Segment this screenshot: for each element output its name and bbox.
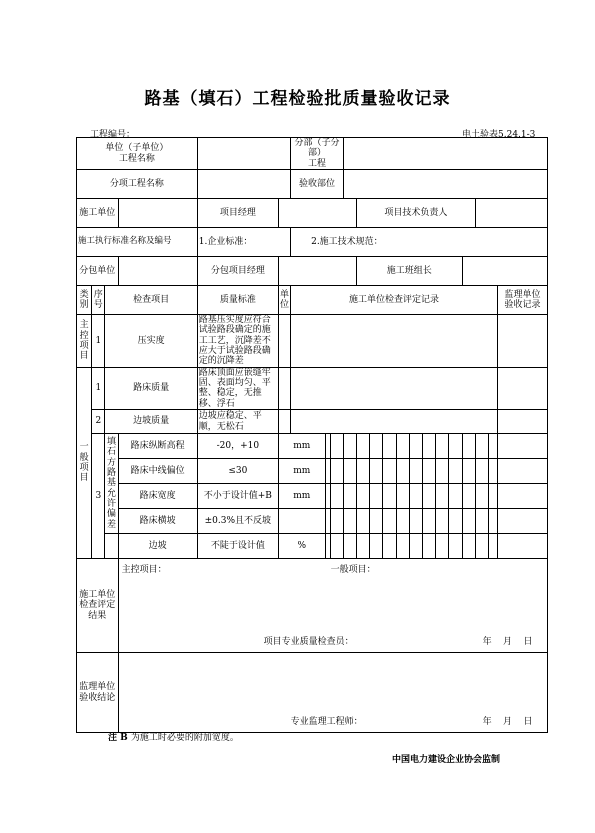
general-standard-2: 边坡应稳定、平顺，无松石	[197, 410, 278, 434]
check-cell[interactable]	[409, 534, 422, 559]
tolerance-standard-1: -20，+10	[197, 434, 278, 459]
tolerance-supervisor-3[interactable]	[498, 484, 548, 509]
check-cell[interactable]	[449, 534, 462, 559]
tolerance-standard-2: ≤30	[197, 459, 278, 484]
check-cell[interactable]	[449, 459, 462, 484]
check-cell[interactable]	[475, 459, 488, 484]
check-cell[interactable]	[436, 484, 449, 509]
main-control-category: 主控项目	[77, 315, 92, 368]
main-control-eval[interactable]	[291, 315, 498, 368]
construction-eval-label: 施工单位检查评定结果	[77, 559, 119, 653]
construction-unit-field[interactable]	[118, 199, 197, 228]
check-cell[interactable]	[409, 484, 422, 509]
check-cell[interactable]	[330, 434, 343, 459]
check-cell[interactable]	[343, 459, 356, 484]
footnote-text: 为施工时必要的附加宽度。	[130, 733, 239, 743]
check-cell[interactable]	[370, 484, 383, 509]
check-cell[interactable]	[343, 434, 356, 459]
unit-name-label: 单位（子单位） 工程名称	[77, 138, 198, 170]
check-cell[interactable]	[383, 509, 396, 534]
main-control-standard: 路基压实度应符合试验路段确定的施工工艺，沉降差不应大于试验路段确定的沉降差	[197, 315, 278, 368]
check-cell[interactable]	[383, 434, 396, 459]
col-category: 类别	[77, 286, 92, 315]
check-cell[interactable]	[330, 509, 343, 534]
subitem-name-label: 分项工程名称	[77, 170, 198, 199]
team-leader-label: 施工班组长	[357, 257, 463, 286]
check-cell[interactable]	[357, 434, 370, 459]
tech-lead-label: 项目技术负责人	[357, 199, 476, 228]
tolerance-supervisor-4[interactable]	[498, 509, 548, 534]
project-no-label: 工程编号：	[90, 130, 136, 140]
main-result-label: 主控项目：	[121, 565, 167, 576]
subcontractor-label: 分包单位	[77, 257, 119, 286]
check-cell[interactable]	[422, 534, 435, 559]
col-supervisor: 监理单位 验收记录	[498, 286, 548, 315]
check-cell[interactable]	[422, 484, 435, 509]
check-cell[interactable]	[475, 534, 488, 559]
tolerance-unit-5: %	[278, 534, 325, 559]
col-seq: 序号	[92, 286, 105, 315]
check-cell[interactable]	[396, 509, 409, 534]
check-cell[interactable]	[396, 434, 409, 459]
check-cell[interactable]	[330, 484, 343, 509]
main-control-item: 压实度	[105, 315, 197, 368]
check-cell[interactable]	[370, 534, 383, 559]
check-cell[interactable]	[436, 534, 449, 559]
enterprise-standard[interactable]: 1.企业标准：	[197, 228, 290, 257]
organization-label: 中国电力建设企业协会监制	[392, 755, 501, 765]
general-supervisor-2[interactable]	[498, 410, 548, 434]
main-control-supervisor[interactable]	[498, 315, 548, 368]
check-cell[interactable]	[422, 434, 435, 459]
subitem-name-field[interactable]	[197, 170, 290, 199]
standard-label: 施工执行标准名称及编号	[77, 228, 198, 257]
supervisor-eval-label: 监理单位验收结论	[77, 653, 119, 733]
check-cell[interactable]	[436, 509, 449, 534]
check-cell[interactable]	[462, 434, 475, 459]
check-cell[interactable]	[396, 459, 409, 484]
tolerance-item-3: 路床宽度	[118, 484, 197, 509]
construction-unit-label: 施工单位	[77, 199, 119, 228]
check-cell[interactable]	[409, 459, 422, 484]
check-cell[interactable]	[343, 534, 356, 559]
page-title: 路基（填石）工程检验批质量验收记录	[144, 89, 451, 109]
sub-pm-label: 分包项目经理	[197, 257, 278, 286]
check-cell[interactable]	[343, 509, 356, 534]
check-cell[interactable]	[449, 509, 462, 534]
main-control-seq: 1	[92, 315, 105, 368]
check-cell[interactable]	[343, 484, 356, 509]
tolerance-item-4: 路床横坡	[118, 509, 197, 534]
tolerance-standard-5: 不陡于设计值	[197, 534, 278, 559]
unit-name-field[interactable]	[197, 138, 290, 170]
check-cell[interactable]	[330, 534, 343, 559]
tolerance-unit-2: mm	[278, 459, 325, 484]
check-cell[interactable]	[370, 459, 383, 484]
tolerance-item-1: 路床纵断高程	[118, 434, 197, 459]
tolerance-supervisor-2[interactable]	[498, 459, 548, 484]
tech-lead-field[interactable]	[475, 199, 547, 228]
footnote-prefix: 注 B	[108, 733, 128, 743]
project-manager-field[interactable]	[278, 199, 356, 228]
tech-spec[interactable]: 2.施工技术规范：	[291, 228, 548, 257]
check-cell[interactable]	[475, 484, 488, 509]
check-cell[interactable]	[396, 484, 409, 509]
check-cell[interactable]	[396, 534, 409, 559]
acceptance-part-field[interactable]	[343, 170, 547, 199]
check-cell[interactable]	[383, 484, 396, 509]
check-cell[interactable]	[409, 509, 422, 534]
footnote	[108, 730, 239, 743]
construction-eval-area[interactable]	[118, 559, 547, 653]
general-result-label: 一般项目：	[330, 565, 376, 576]
project-manager-label: 项目经理	[197, 199, 278, 228]
acceptance-part-label: 验收部位	[291, 170, 344, 199]
tolerance-standard-3: 不小于设计值+B	[197, 484, 278, 509]
team-leader-field[interactable]	[462, 257, 547, 286]
check-cell[interactable]	[475, 434, 488, 459]
form-number: 电土验表5.24.1-3	[462, 130, 536, 140]
tolerance-item-5: 边坡	[118, 534, 197, 559]
col-eval: 施工单位检查评定记录	[291, 286, 498, 315]
check-cell[interactable]	[436, 434, 449, 459]
check-cell[interactable]	[370, 509, 383, 534]
check-cell[interactable]	[436, 459, 449, 484]
tolerance-supervisor-1[interactable]	[498, 434, 548, 459]
supervisor-engineer-label: 专业监理工程师：	[290, 717, 363, 728]
check-cell[interactable]	[422, 509, 435, 534]
general-item-2: 边坡质量	[105, 410, 197, 434]
general-seq-1: 1	[92, 367, 105, 409]
check-cell[interactable]	[383, 459, 396, 484]
check-cell[interactable]	[409, 434, 422, 459]
check-cell[interactable]	[462, 484, 475, 509]
check-cell[interactable]	[462, 534, 475, 559]
general-eval-1[interactable]	[291, 367, 498, 409]
tolerance-unit-1: mm	[278, 434, 325, 459]
check-cell[interactable]	[462, 509, 475, 534]
col-unit: 单位	[278, 286, 290, 315]
general-standard-1: 路床顶面应嵌缝牢固、表面均匀、平整、稳定，无推移、浮石	[197, 367, 278, 409]
tolerance-item-2: 路床中线偏位	[118, 459, 197, 484]
division-field[interactable]	[343, 138, 547, 170]
tolerance-group: 填石方路基允许偏差	[105, 434, 118, 534]
check-cell[interactable]	[370, 434, 383, 459]
check-cell[interactable]	[449, 434, 462, 459]
col-item: 检查项目	[105, 286, 197, 315]
check-cell[interactable]	[357, 509, 370, 534]
tolerance-unit-3: mm	[278, 484, 325, 509]
supervisor-date: 年 月 日	[482, 717, 533, 728]
general-category: 一般项目	[77, 367, 92, 558]
check-cell[interactable]	[462, 459, 475, 484]
tolerance-standard-4: ±0.3%且不反坡	[197, 509, 278, 534]
general-item-1: 路床质量	[105, 367, 197, 409]
supervisor-eval-area[interactable]	[118, 653, 547, 733]
tolerance-unit-4	[278, 509, 325, 534]
division-label: 分部（子分部） 工程	[291, 138, 344, 170]
construction-date: 年 月 日	[482, 637, 533, 648]
quality-inspector-label: 项目专业质量检查员：	[263, 637, 354, 648]
check-cell[interactable]	[357, 459, 370, 484]
check-cell[interactable]	[357, 534, 370, 559]
check-cell[interactable]	[330, 459, 343, 484]
check-cell[interactable]	[383, 534, 396, 559]
check-cell[interactable]	[357, 484, 370, 509]
tolerance-seq: 3	[92, 434, 105, 559]
col-standard: 质量标准	[197, 286, 278, 315]
sub-pm-field[interactable]	[278, 257, 356, 286]
general-eval-2[interactable]	[291, 410, 498, 434]
general-seq-2: 2	[92, 410, 105, 434]
check-cell[interactable]	[475, 509, 488, 534]
general-supervisor-1[interactable]	[498, 367, 548, 409]
acceptance-form	[76, 137, 548, 733]
check-cell[interactable]	[422, 459, 435, 484]
check-cell[interactable]	[449, 484, 462, 509]
tolerance-supervisor-5[interactable]	[498, 534, 548, 559]
subcontractor-field[interactable]	[118, 257, 197, 286]
